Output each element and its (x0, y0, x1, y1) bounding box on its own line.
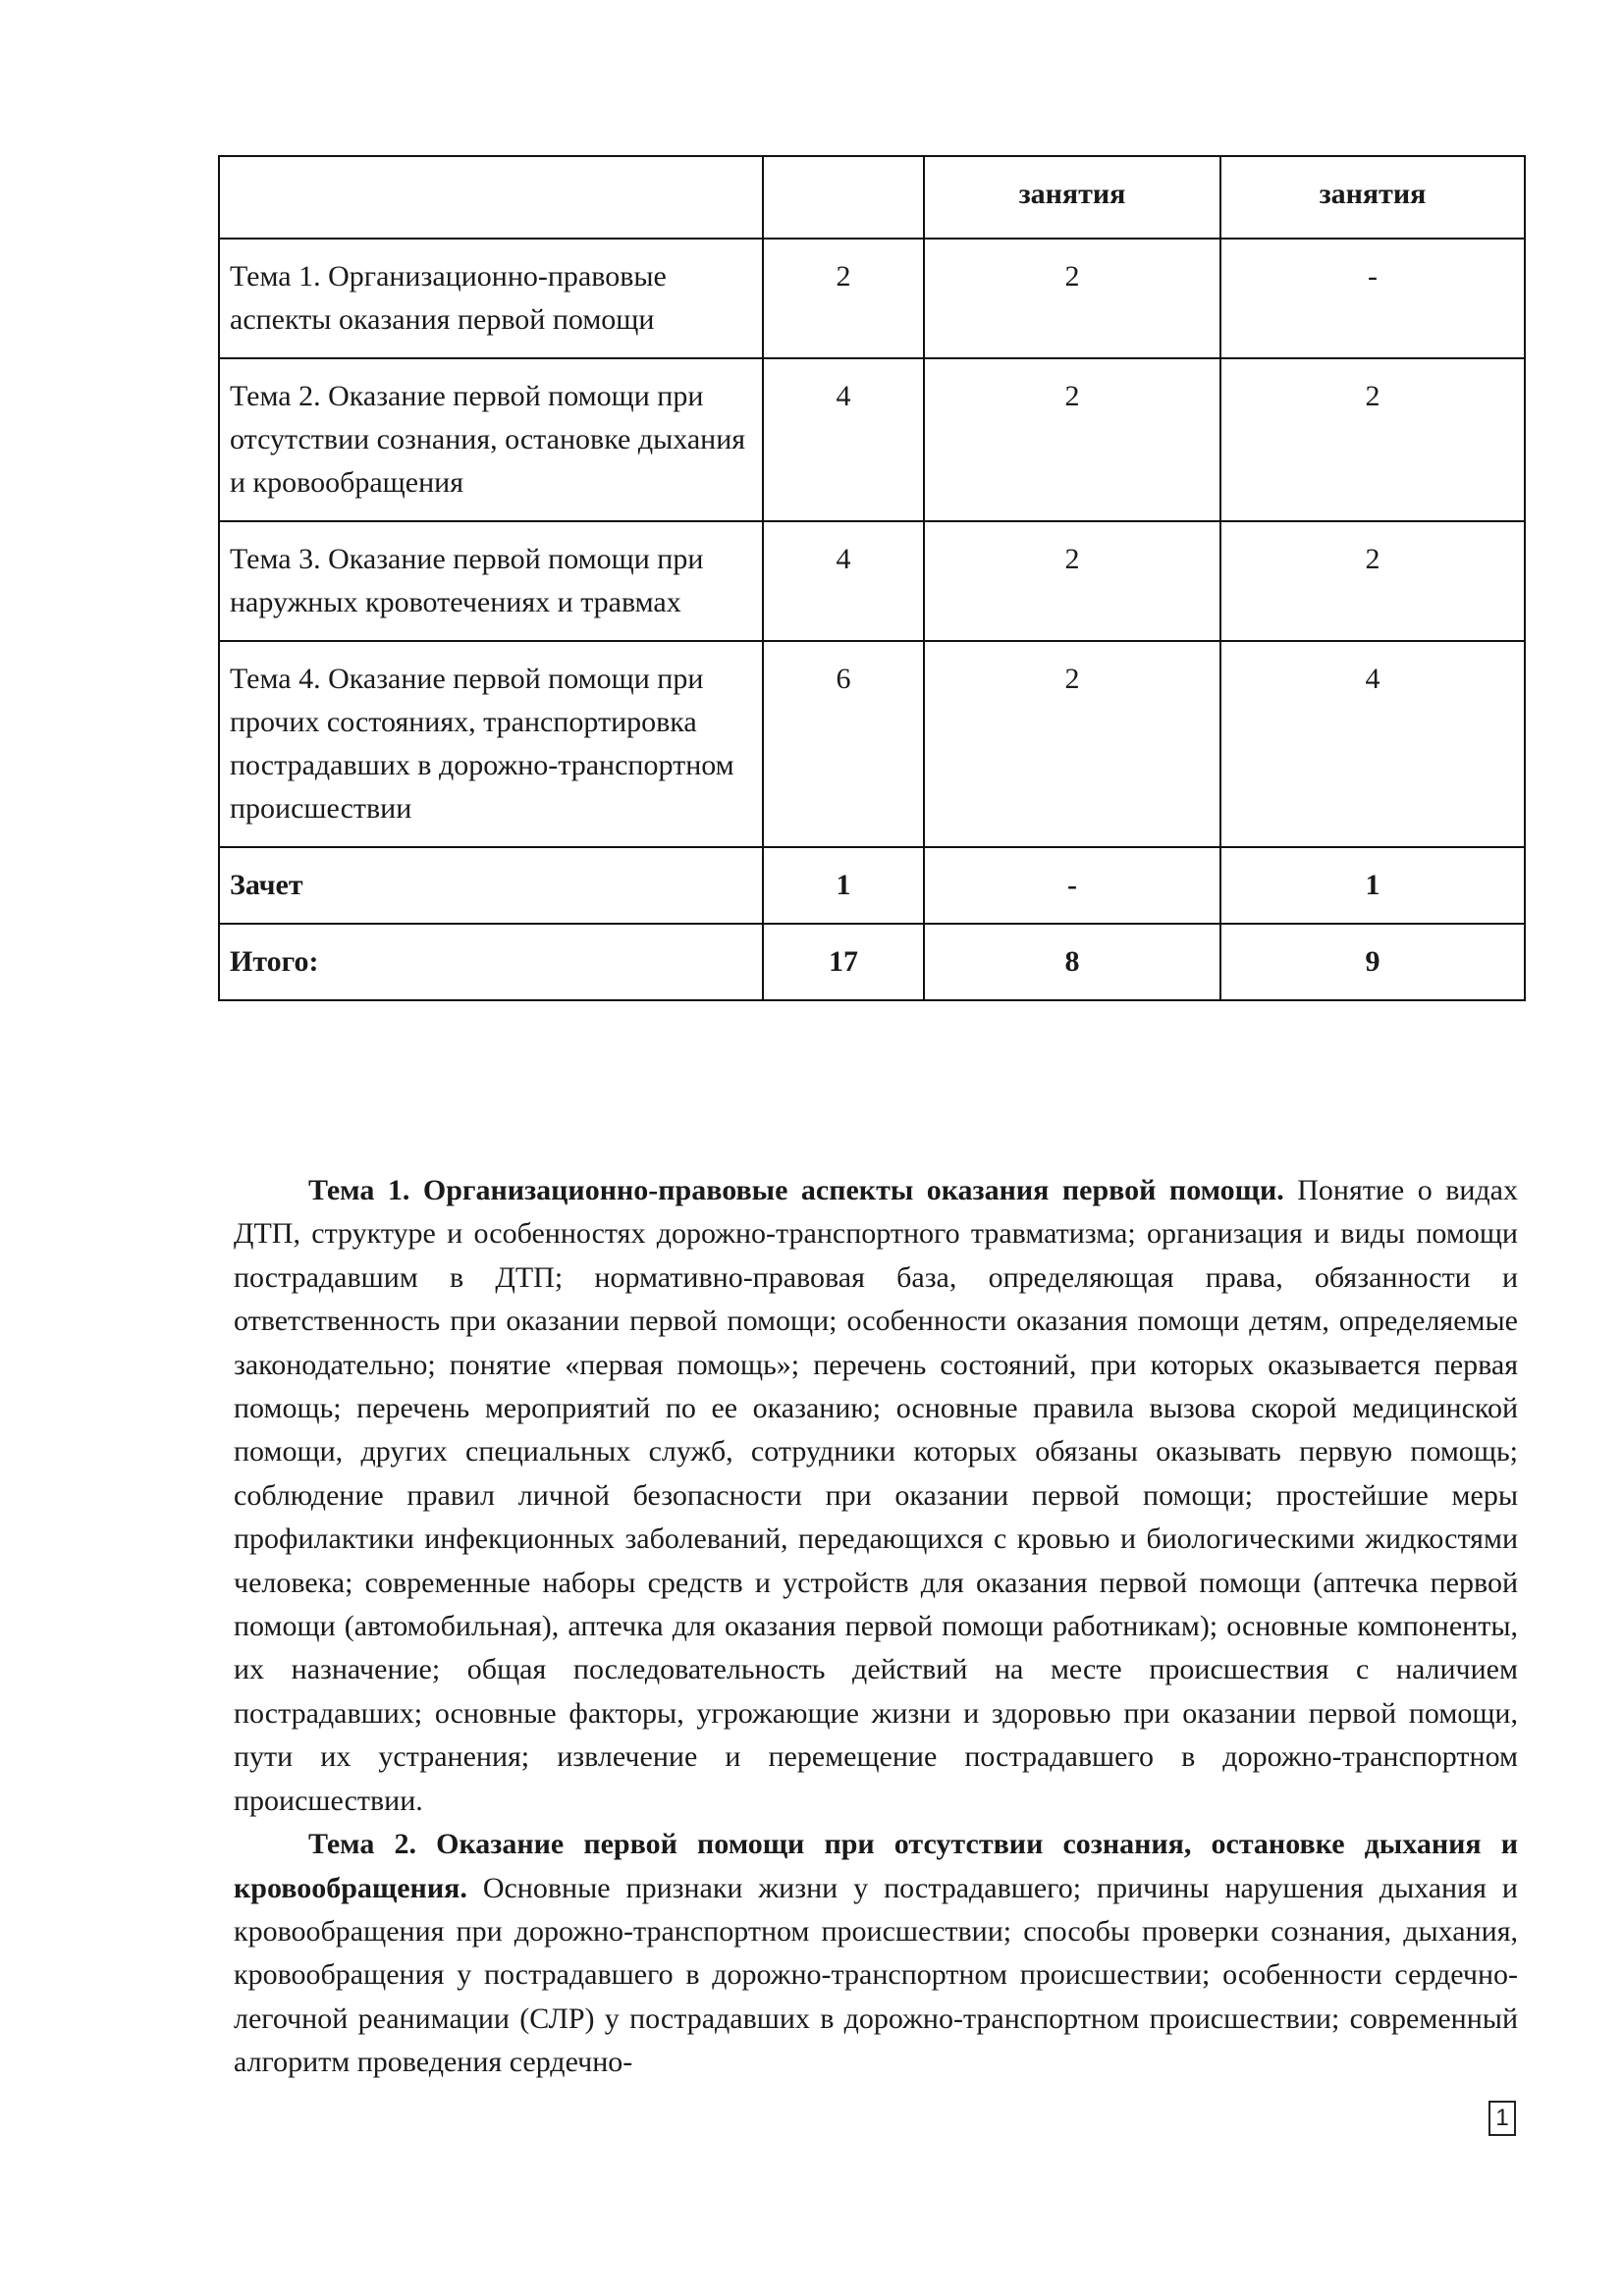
page-number: 1 (1488, 2101, 1516, 2136)
topic-cell: Зачет (219, 847, 763, 924)
total-hours-cell: 2 (763, 239, 924, 358)
table-row (219, 641, 1525, 847)
paragraph-heading: Тема 2. Оказание первой помощи при отсутствии сознания, остановке дыхания и кровообращения. (234, 1828, 1518, 1904)
total-hours-cell: 6 (763, 641, 924, 847)
practice-hours-cell: 2 (1220, 358, 1525, 521)
curriculum-table (218, 155, 1526, 1001)
lecture-hours-cell: 2 (924, 358, 1220, 521)
topic-cell: Тема 1. Организационно-правовые аспекты оказания первой помощи (219, 239, 763, 358)
practice-hours-cell: - (1220, 239, 1525, 358)
topic-cell: Тема 4. Оказание первой помощи при прочих состояниях, транспортировка пострадавших в дорожно-транспортном происшествии (219, 641, 763, 847)
practice-hours-cell: 2 (1220, 521, 1525, 641)
lecture-hours-cell: 2 (924, 239, 1220, 358)
lecture-hours-cell: 2 (924, 641, 1220, 847)
practice-hours-cell: 4 (1220, 641, 1525, 847)
total-hours-cell: 17 (763, 924, 924, 1000)
topic-cell: Тема 3. Оказание первой помощи при наружных кровотечениях и травмах (219, 521, 763, 641)
table-header-row (219, 156, 1525, 239)
lecture-hours-cell: 8 (924, 924, 1220, 1000)
practice-hours-cell: 9 (1220, 924, 1525, 1000)
table-row-credit (219, 847, 1525, 924)
header-cell-lectures: занятия (924, 156, 1220, 239)
table-row (219, 239, 1525, 358)
total-hours-cell: 4 (763, 521, 924, 641)
table-row (219, 521, 1525, 641)
total-hours-cell: 1 (763, 847, 924, 924)
total-hours-cell: 4 (763, 358, 924, 521)
lecture-hours-cell: 2 (924, 521, 1220, 641)
paragraph-topic-2 (234, 1823, 1518, 2084)
paragraph-topic-1 (234, 1169, 1518, 1823)
practice-hours-cell: 1 (1220, 847, 1525, 924)
paragraph-body: Понятие о видах ДТП, структуре и особенностях дорожно-транспортного травматизма; организация и виды помощи пострадавшим в ДТП; нормативно-правовая база, определяющая права, обязанности и ответственность при оказании первой помощи; особенности оказания помощи детям, определяемые законодательно; понятие «первая помощь»; перечень состояний, при которых оказывается первая помощь; перечень мероприятий по ее оказанию; основные правила вызова скорой медицинской помощи, других специальных служб, сотрудники которых обязаны оказывать первую помощь; соблюдение правил личной безопасности при оказании первой помощи; простейшие меры профилактики инфекционных заболеваний, передающихся с кровью и биологическими жидкостями человека; современные наборы средств и устройств для оказания первой помощи (аптечка первой помощи (автомобильная), аптечка для оказания первой помощи работникам); основные компоненты, их назначение; общая последовательность действий на месте происшествия с наличием пострадавших; основные факторы, угрожающие жизни и здоровью при оказании первой помощи, пути их устранения; извлечение и перемещение пострадавшего в дорожно-транспортном происшествии. (234, 1174, 1518, 1817)
paragraph-heading: Тема 1. Организационно-правовые аспекты оказания первой помощи. (308, 1174, 1284, 1206)
table-row (219, 358, 1525, 521)
topic-cell: Итого: (219, 924, 763, 1000)
header-cell-practice: занятия (1220, 156, 1525, 239)
topic-cell: Тема 2. Оказание первой помощи при отсутствии сознания, остановке дыхания и кровообращения (219, 358, 763, 521)
lecture-hours-cell: - (924, 847, 1220, 924)
paragraph-body: Основные признаки жизни у пострадавшего; причины нарушения дыхания и кровообращения при дорожно-транспортном происшествии; способы проверки сознания, дыхания, кровообращения у пострадавшего в дорожно-транспортном происшествии; особенности сердечно-легочной реанимации (СЛР) у пострадавших в дорожно-транспортном происшествии; современный алгоритм проведения сердечно- (234, 1871, 1518, 2079)
header-cell-topic (219, 156, 763, 239)
table-row-total (219, 924, 1525, 1000)
header-cell-total (763, 156, 924, 239)
body-text (234, 1169, 1518, 2085)
